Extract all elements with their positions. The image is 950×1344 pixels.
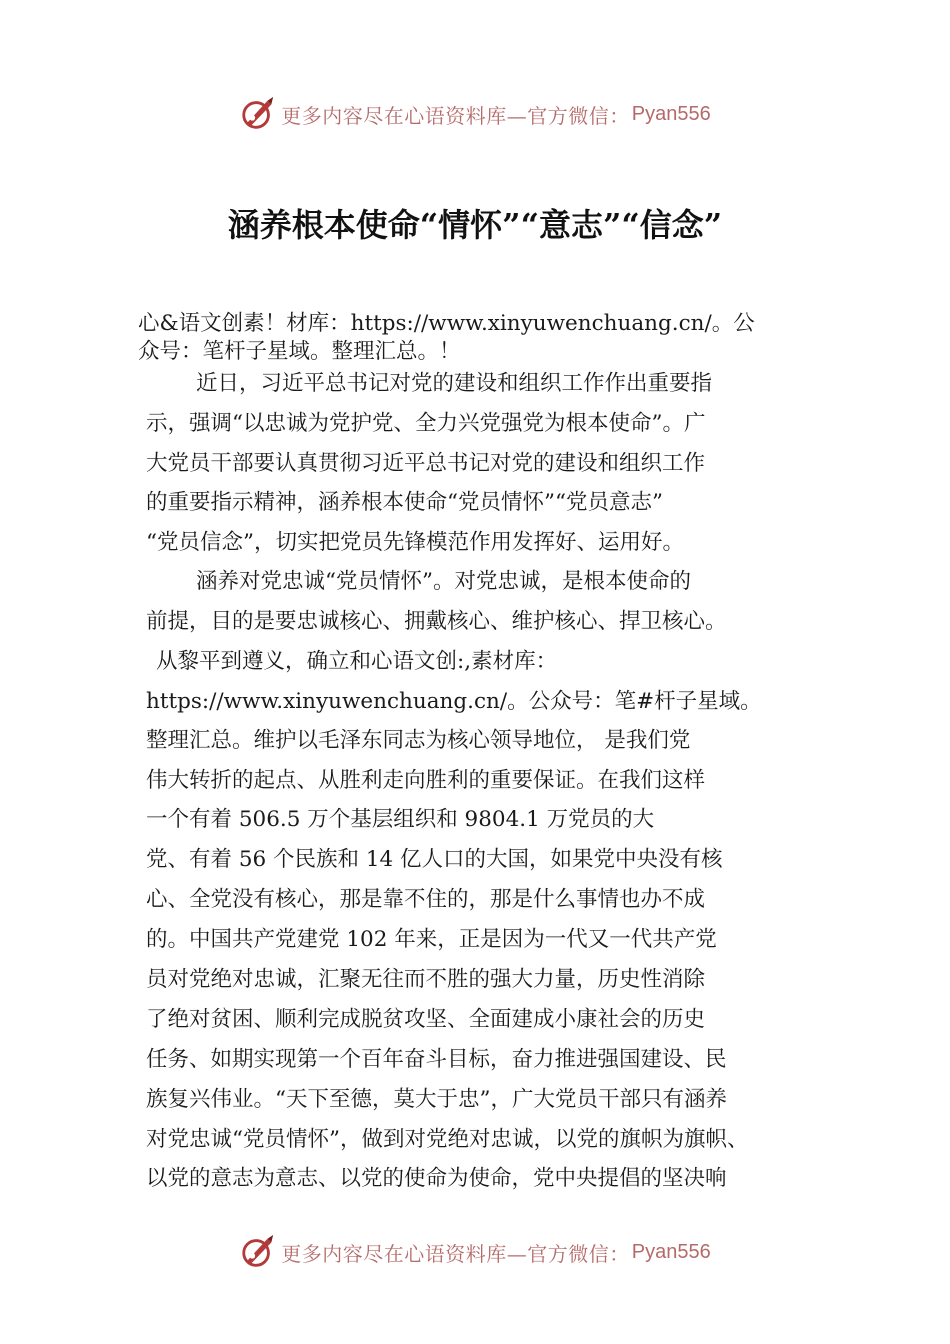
body-line: 整理汇总。维护以毛泽东同志为核心领导地位， 是我们党 xyxy=(146,728,691,753)
document-title: 涵养根本使命“情怀”“意志”“信念” xyxy=(227,206,723,244)
watermark-wechat-id: Pyan556 xyxy=(631,102,711,125)
body-line: 涵养对党忠诚“党员情怀”。对党忠诚，是根本使命的 xyxy=(196,569,691,594)
watermark-wechat-id: Pyan556 xyxy=(631,1240,711,1263)
body-line: 员对党绝对忠诚，汇聚无往而不胜的强大力量，历史性消除 xyxy=(146,967,706,992)
body-line: 了绝对贫困、顺利完成脱贫攻坚、全面建成小康社会的历史 xyxy=(146,1007,706,1032)
body-line: 大党员干部要认真贯彻习近平总书记对党的建设和组织工作 xyxy=(146,451,706,476)
watermark-text: 更多内容尽在心语资料库—官方微信： xyxy=(281,103,630,128)
body-line: 众号：笔杆子星域。整理汇总。！ xyxy=(138,339,461,364)
body-line: 近日，习近平总书记对党的建设和组织工作作出重要指 xyxy=(196,371,713,396)
watermark-banner-bottom xyxy=(0,1228,950,1276)
body-line: “党员信念”，切实把党员先锋模范作用发挥好、运用好。 xyxy=(146,530,684,555)
watermark-text: 更多内容尽在心语资料库—官方微信： xyxy=(281,1241,630,1266)
body-line: 族复兴伟业。“天下至德，莫大于忠”，广大党员干部只有涵养 xyxy=(146,1087,727,1112)
body-line: 以党的意志为意志、以党的使命为使命，党中央提倡的坚决响 xyxy=(146,1166,727,1191)
body-line: 示，强调“以忠诚为党护党、全力兴党强党为根本使命”。广 xyxy=(146,411,706,436)
quill-pen-seal-icon xyxy=(239,1233,277,1271)
body-line: 从黎平到遵义，确立和心语文创:,素材库： xyxy=(156,649,558,674)
body-line: 心、全党没有核心，那是靠不住的，那是什么事情也办不成 xyxy=(146,887,706,912)
body-line: 伟大转折的起点、从胜利走向胜利的重要保证。在我们这样 xyxy=(146,768,706,793)
body-line: 心&语文创素！材库：https://www.xinyuwenchuang.cn/。公 xyxy=(138,311,755,336)
body-line: 任务、如期实现第一个百年奋斗目标，奋力推进强国建设、民 xyxy=(146,1047,727,1072)
body-line: 的重要指示精神，涵养根本使命“党员情怀”“党员意志” xyxy=(146,490,663,515)
body-line: 的。中国共产党建党 102 年来，正是因为一代又一代共产党 xyxy=(146,927,717,952)
body-line: 一个有着 506.5 万个基层组织和 9804.1 万党员的大 xyxy=(146,807,655,832)
body-line: 党、有着 56 个民族和 14 亿人口的大国，如果党中央没有核 xyxy=(146,847,723,872)
body-line: https://www.xinyuwenchuang.cn/。公众号：笔#杆子星域。 xyxy=(146,689,762,714)
body-line: 前提，目的是要忠诚核心、拥戴核心、维护核心、捍卫核心。 xyxy=(146,609,727,634)
body-line: 对党忠诚“党员情怀”，做到对党绝对忠诚，以党的旗帜为旗帜、 xyxy=(146,1127,749,1152)
